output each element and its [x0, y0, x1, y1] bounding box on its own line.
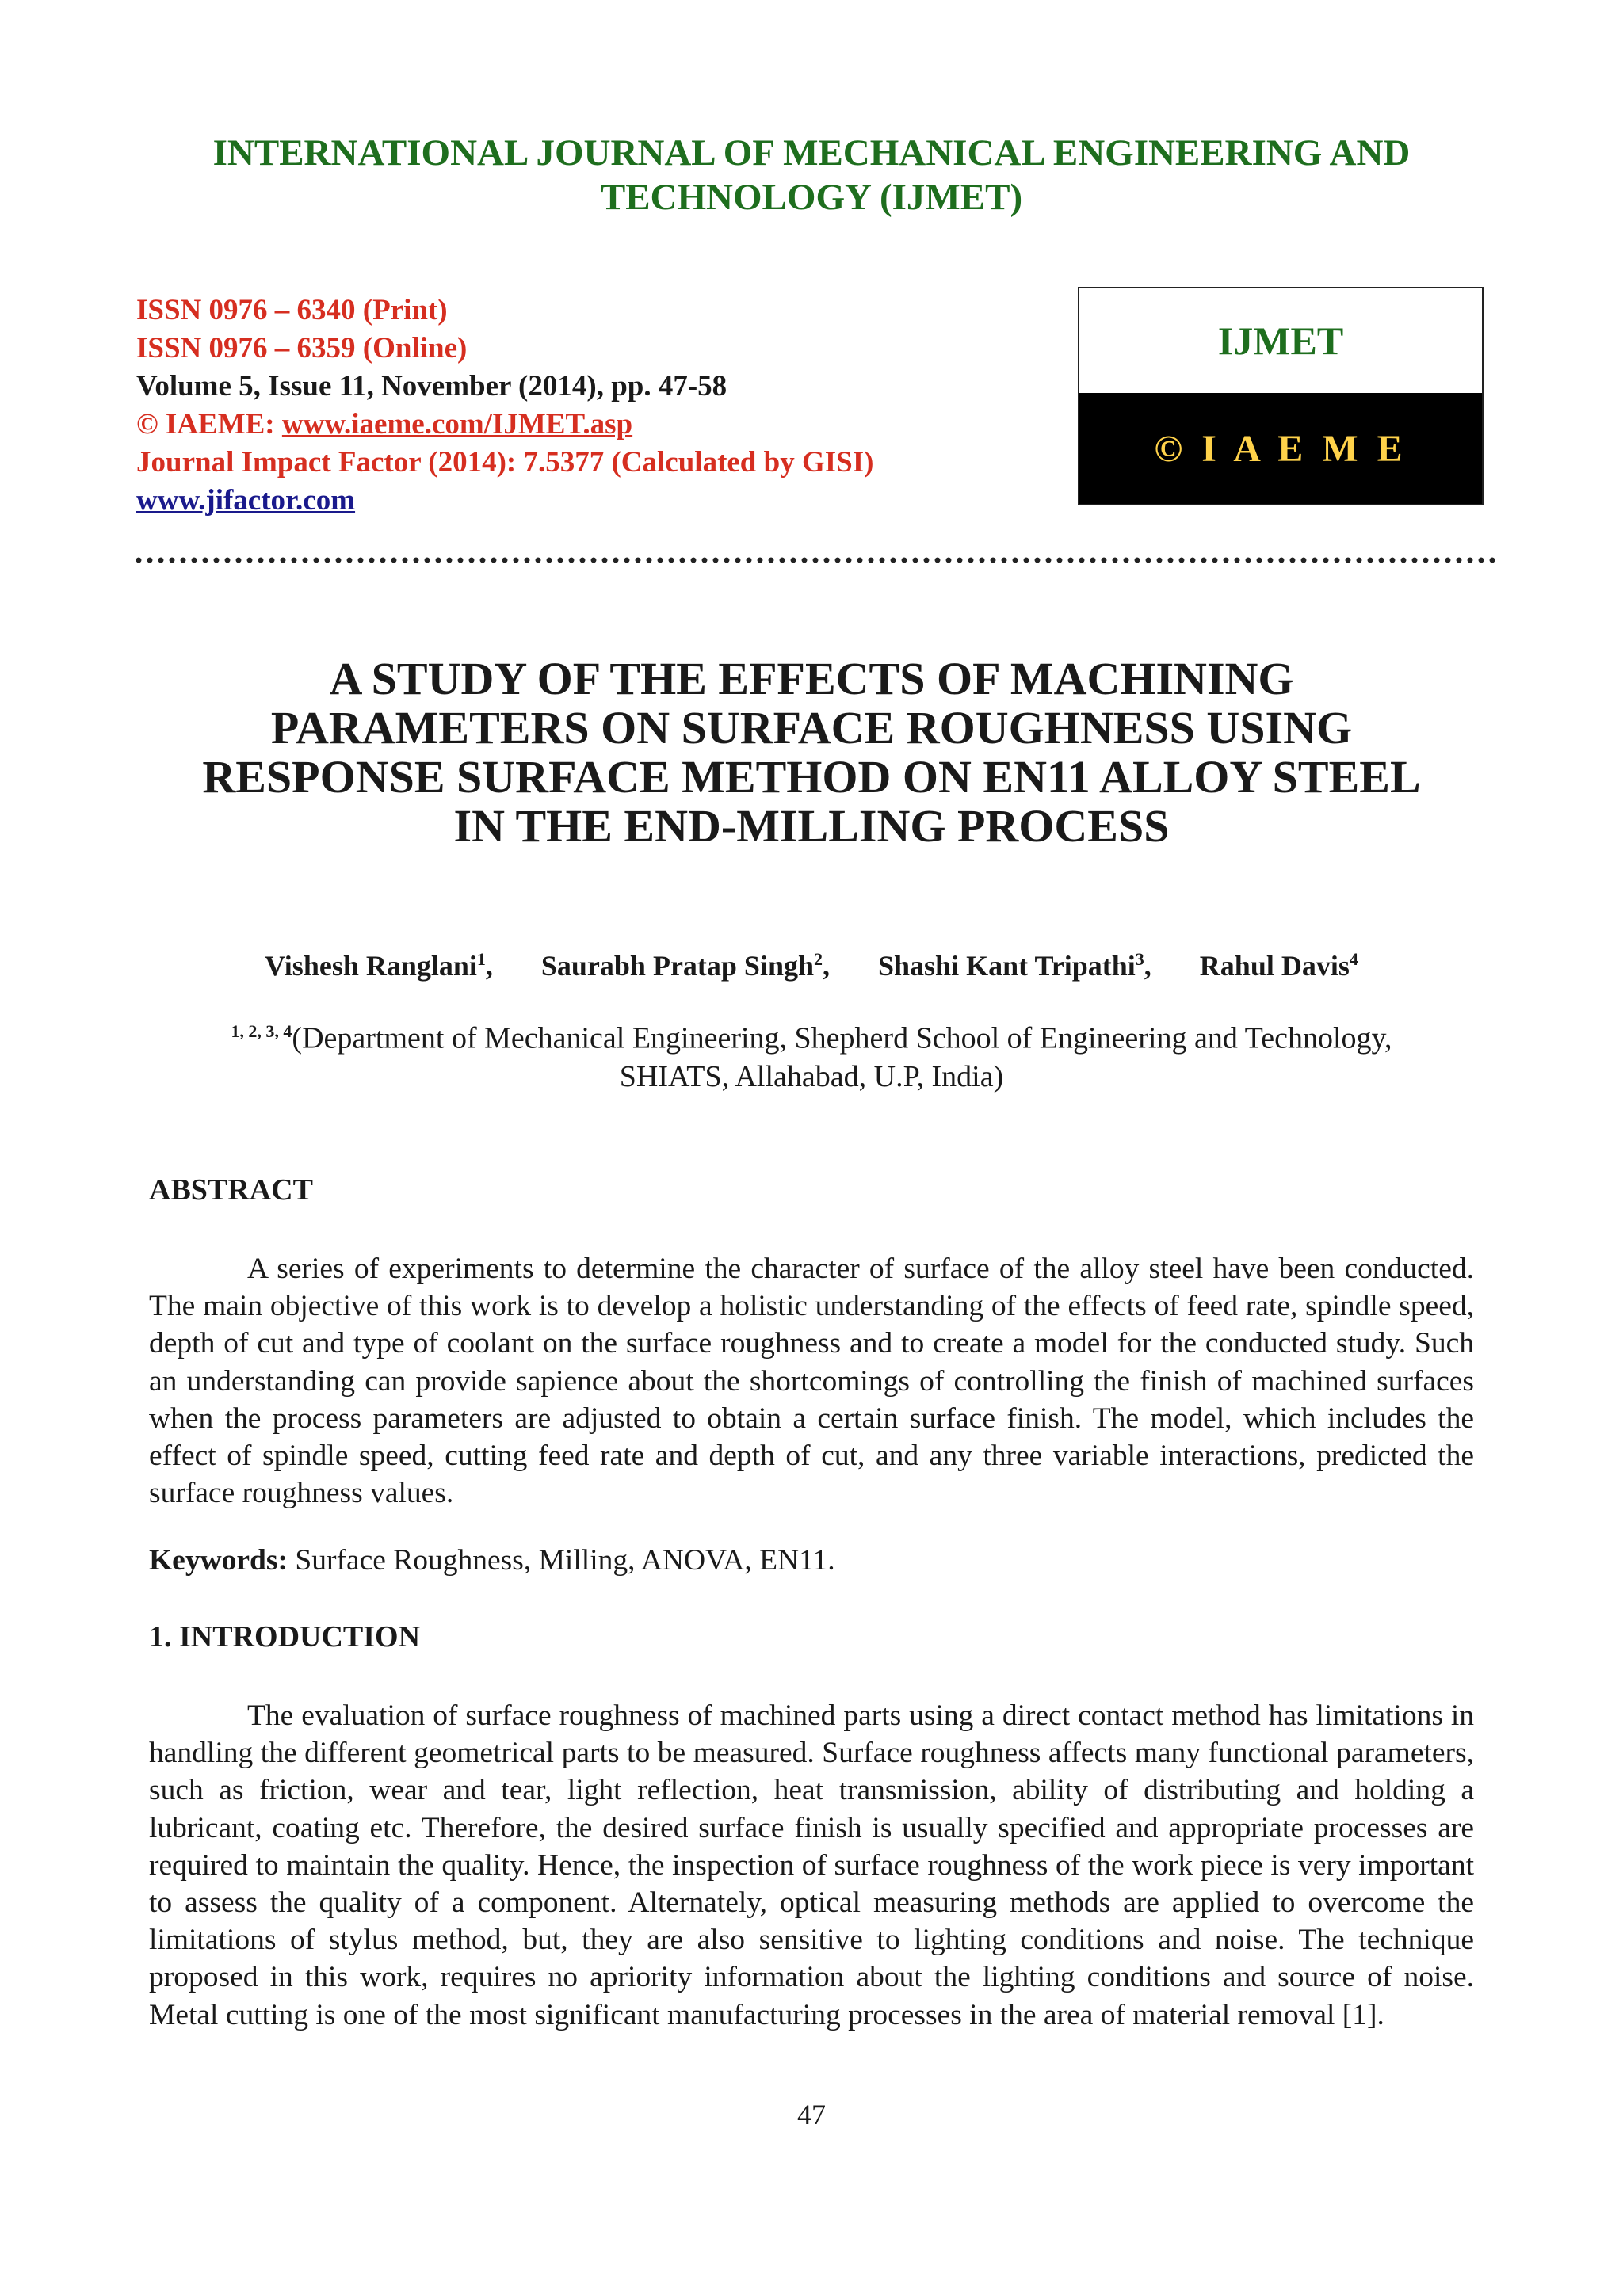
- author-list: [119, 949, 1504, 982]
- journal-title-line1: INTERNATIONAL JOURNAL OF MECHANICAL ENGINEERING AND: [212, 132, 1411, 174]
- keywords: [149, 1543, 835, 1577]
- iaeme-link[interactable]: www.iaeme.com/IJMET.asp: [281, 408, 633, 441]
- iaeme-line: [136, 406, 873, 444]
- author: Vishesh Ranglani$^1$,: [265, 949, 493, 982]
- author: Shashi Kant Tripathi$^3$,: [878, 949, 1151, 982]
- page-number: 47: [797, 2099, 826, 2130]
- affiliation-line1: (Department of Mechanical Engineering, Shepherd School of Engineering and Technology,: [292, 1021, 1392, 1055]
- journal-title-line2: TECHNOLOGY (IJMET): [600, 177, 1023, 218]
- affiliation: [119, 1013, 1504, 1096]
- abstract-text: A series of experiments to determine the character of surface of the alloy steel have been conducted. The main objective of this work is to develop a holistic understanding of the effects of feed rate, spindle speed, depth of cut and type of coolant on the surface roughness and to create a model for the conducted study. Such an understanding can provide sapience about the shortcomings of controlling the finish of machined surfaces when the process parameters are adjusted to obtain a certain surface finish. The model, which includes the effect of spindle speed, cutting feed rate and depth of cut, and any three variable interactions, predicted the surface roughness values.: [149, 1253, 1474, 1510]
- ijmet-logo-box: [1078, 287, 1484, 505]
- paper-title-line3: RESPONSE SURFACE METHOD ON EN11 ALLOY STEEL: [202, 751, 1421, 803]
- iaeme-prefix: © IAEME:: [136, 408, 282, 441]
- issn-print: ISSN 0976 – 6340 (Print): [136, 294, 448, 326]
- paper-title-line2: PARAMETERS ON SURFACE ROUGHNESS USING: [270, 702, 1353, 753]
- paper-title-line4: IN THE END-MILLING PROCESS: [453, 800, 1170, 852]
- volume-info: Volume 5, Issue 11, November (2014), pp. 47-58: [136, 370, 727, 402]
- introduction-heading: 1. INTRODUCTION: [149, 1620, 421, 1653]
- introduction-text: The evaluation of surface roughness of machined parts using a direct contact method has limitations in handling the different geometrical parts to be measured. Surface roughness affects many functional parameters, such as friction, wear and tear, light reflection, heat transmission, ability of distributing and holding a lubricant, coating etc. Therefore, the desired surface finish is usually specified and appropriate processes are required to maintain the quality. Hence, the inspection of surface roughness of the work piece is very important to assess the quality of a component. Alternately, optical measuring methods are applied to overcome the limitations of stylus method, but, they are also sensitive to lighting conditions and noise. The technique proposed in this work, requires no apriority information about the lighting conditions and source of noise. Metal cutting is one of the most significant manufacturing processes in the area of material removal [1].: [149, 1699, 1474, 2031]
- affiliation-sup: 1, 2, 3, 4: [231, 1021, 292, 1041]
- iaeme-logo-text: © I A E M E: [1079, 393, 1482, 504]
- affiliation-line2: SHIATS, Allahabad, U.P, India): [619, 1059, 1004, 1093]
- issn-online: ISSN 0976 – 6359 (Online): [136, 332, 468, 364]
- jifactor-link[interactable]: www.jifactor.com: [136, 484, 356, 517]
- impact-factor: Journal Impact Factor (2014): 7.5377 (Calculated by GISI): [136, 446, 874, 479]
- author: Rahul Davis$^4$: [1199, 949, 1358, 982]
- keywords-text: Surface Roughness, Milling, ANOVA, EN11.: [287, 1544, 835, 1577]
- paper-title: [119, 654, 1504, 851]
- journal-title: [119, 131, 1504, 219]
- author: Saurabh Pratap Singh$^2$,: [540, 949, 830, 982]
- abstract-heading: ABSTRACT: [149, 1173, 313, 1207]
- ijmet-logo-text: IJMET: [1217, 318, 1344, 363]
- journal-meta: [136, 292, 873, 520]
- dotted-divider: [133, 555, 1495, 566]
- keywords-label: Keywords:: [149, 1544, 288, 1577]
- paper-title-line1: A STUDY OF THE EFFECTS OF MACHINING: [329, 653, 1294, 704]
